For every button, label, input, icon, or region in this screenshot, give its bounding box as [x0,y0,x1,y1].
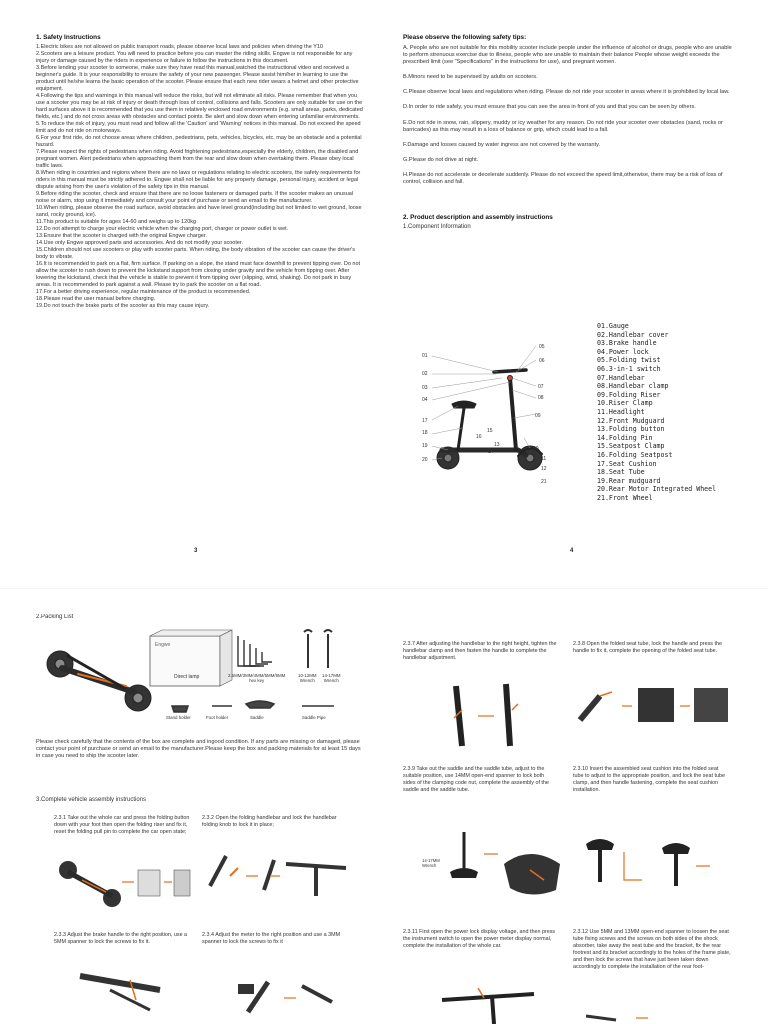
page-number-4: 4 [570,548,574,554]
component-legend-item: 13.Folding button [597,425,665,434]
component-legend-item: 12.Front Mudguard [597,416,665,425]
packing-note: Please check carefully that the contents of the box are complete and ingood condition. If any parts are missing or damaged, please contact your point of purchase or send an email to the manufacturer.Please keep the box and packing materials for at least 15 days in case you need to ship the scooter later. [36,739,361,760]
safety-instruction-item: 6.For your first ride, do not choose areas where children, pedestrians, pets, vehicles, bicycles, etc. may be an obstacle and a potential hazard. [36,135,362,148]
step-2-3-1-illustration [52,856,192,912]
component-legend-item: 07.Handlebar [597,373,645,382]
diagram-callout-label: 21 [541,479,547,485]
component-legend [597,322,762,502]
hex-key-label: 2.5MM/3MM/4MM/5MM/6MM hex key [228,673,286,684]
step-2-3-2-illustration [200,846,350,902]
component-legend-item: 05.Folding twist [597,356,661,365]
wrench-14-17-label: 14-17MM Wrench [322,673,341,684]
step-2-3-1: 2.3.1 Take out the whole car and press the folding button down with your foot then open the folding riser and fix it, reset the folding pull pin to complete the car open state; [54,815,190,835]
component-information-heading: 1.Component Information [403,224,471,231]
component-legend-item: 16.Folding Seatpost [597,450,673,459]
safety-instruction-item: 12.Do not attempt to charge your electric vehicle when the charging port, charger or power outlet is wet. [36,226,289,232]
diagram-callout-label: 19 [422,443,428,449]
product-description-title: 2. Product description and assembly instructions [403,214,553,222]
component-legend-item: 11.Headlight [597,407,645,416]
safety-instruction-item: 15.Children should not use scooters or play with scooter parts. When riding, the body vibration of the scooter can cause the driver's body to vibrate. [36,247,355,260]
foot-holder-label: Foot holder [206,715,229,720]
step-2-3-3-illustration [70,960,180,1020]
safety-instruction-item: 1.Electric bikes are not allowed on public transport roads, please observe local laws and policies when driving the Y10 [36,44,323,50]
direct-lamp-label: Direct lamp [174,674,200,680]
diagram-callout-label: 12 [541,466,547,472]
step-2-3-4: 2.3.4 Adjust the meter to the right position and use a 3MM spanner to lock the screws to fix it [202,932,341,945]
component-legend-item: 08.Handlebar clamp [597,382,669,391]
component-legend-item: 01.Gauge [597,322,629,330]
safety-instruction-item: 4.Following the tips and warnings in this manual will reduce the risks, but will not eliminate all risks. Please remember that when you use a scooter you may be at risk of injury or death through loss of control, collisions and falls. Scooters are only suitable for use on the hard surfaces above it is recommended that you use them in relatively enclosed road environments (e.g. small areas, parks, dedicated fields, etc.) and do not cross areas with obstacles and contact points. Be alert and slow down when entering unfamiliar environments. [36,93,363,120]
step-2-3-10: 2.3.10 Insert the assembled seat cushion into the folded seat tube to adjust to the appropriate position, and lock the seat tube clamp, and then handle fastening, complete the seat cushion installation. [573,766,725,793]
component-legend-item: 21.Front Wheel [597,493,653,502]
diagram-callout-label: 15 [487,428,493,434]
safety-instruction-item: 7.Please respect the rights of pedestrians when riding. Avoid frightening pedestrians,especially the elderly, children, the disabled and pregnant women. Alert pedestrians when approaching them from the rear and slow down when overtaking them. Please obey local traffic laws. [36,149,359,169]
page-number-3: 3 [194,548,198,554]
diagram-callout-label: 07 [538,384,544,390]
step-2-3-11: 2.3.11 First open the power lock display voltage, and then press the instrument switch to open the power meter display normal, complete the installation of the whole car. [403,929,556,949]
component-legend-item: 10.Riser Clamp [597,399,653,408]
step-2-3-10-illustration [576,822,736,892]
safety-tip-item: F.Damage and losses caused by water ingress are not covered by the warranty. [403,141,601,148]
step-2-3-9: 2.3.9 Take out the saddle and the saddle tube, adjust to the suitable position, use 14MM open-end spanner to lock both sides of the clamping code nut, complete the assembly of the saddle and the saddle tube. [403,766,549,793]
safety-instruction-item: 16.It is recommended to park on a flat, firm surface. If parking on a slope, the stand must face downhill to prevent tipping over. Do not allow the scooter to rush down to prevent the kickstand support from closing under gravity and the vehicle from tipping over. After lowering the kickstand, check that the vehicle is stable to prevent it from tipping over (slipping, wind, shaking). Do not park in busy areas. It is recommended to park against a wall. Please try to park the scooter on a flat road. [36,261,361,288]
diagram-callout-label: 05 [539,344,545,350]
safety-instructions-title: 1. Safety Instructions [36,34,101,41]
diagram-callout-label: 08 [538,395,544,401]
safety-instruction-item: 18.Please read the user manual before charging. [36,296,156,302]
saddle-label: Saddle [250,715,264,720]
diagram-callout-label: 13 [494,442,500,448]
step-2-3-12: 2.3.12 Use 5MM and 13MM open-end spanner to loosen the seat tube fixing screws and the screws on both sides of the shock absorber, take away the seat tube and the bracket, fix the rear footrest and its bracket accordingly to the holes of the frame plate, and then lock the screws that have just been taken down accordingly to complete the installation of the rear foot- [573,929,731,970]
component-legend-item: 20.Rear Motor Integrated Wheel [597,485,717,494]
component-legend-item: 03.Brake handle [597,339,657,348]
diagram-callout-label: 11 [541,456,547,462]
component-legend-item: 15.Seatpost Clamp [597,442,665,451]
wrench-label: 14-17MM Wrench [422,858,440,868]
diagram-callout-label: 10 [533,446,539,452]
diagram-callout-label: 18 [422,430,428,436]
diagram-callout-label: 06 [539,358,545,364]
safety-instruction-item: 19.Do not touch the brake parts of the scooter as this may cause injury. [36,303,210,309]
safety-tip-item: A. People who are not suitable for this mobility scooter include people under the influence of alcohol or drugs, people who are unable to perform strenuous exercise due to illness, people who are unable to maintain their balance People whose weight exceeds the prescribed limit (see "Specifications" in the instructions for use), and pregnant women. [403,45,732,66]
safety-instruction-item: 5.To reduce the risk of injury, you must read and follow all the 'Caution' and 'Warning' notices in this manual. Do not exceed the speed limit and do not ride on motorways. [36,121,361,134]
safety-instruction-item: 2.Scooters are a leisure product. You will need to practice before you can master the riding skills. Engwe is not responsible for any injury or damage caused by the riders in experience or failure to follow the instructions in this document. [36,51,353,64]
safety-instruction-item: 14.Use only Engwe approved parts and accessories. And do not modify your scooter. [36,240,243,246]
diagram-callout-label: 02 [422,371,428,377]
diagram-callout-label: 01 [422,353,428,359]
scooter-component-diagram [418,338,588,508]
safety-tip-item: D.In order to ride safely, you must ensure that you can see the area in front of you and that you can be seen by others. [403,104,696,111]
component-legend-item: 02.Handlebar cover [597,330,669,339]
safety-tip-item: E.Do not ride in snow, rain, slippery, muddy or icy weather for any reason. Do not ride your scooter over obstacles (sand, rocks or barricades) as this may result in a loss of balance or grip, which could lead to a fall. [403,119,723,133]
step-2-3-2: 2.3.2 Open the folding handlebar and lock the handlebar folding knob to lock it in place; [202,815,337,828]
box-label: Engwe [155,642,171,648]
safety-tips-list [403,45,733,186]
safety-instruction-item: 9.Before riding the scooter, check and ensure that there are no loose fasteners or damaged parts. If the scooter makes an unusual noise or alarm, stop using it immediately and consult your point of purchase or send an email to the manufacturer. [36,191,354,204]
diagram-callout-label: 14 [488,449,494,455]
step-2-3-12-illustration [576,1012,736,1024]
diagram-callout-label: 04 [422,397,428,403]
packing-list-title: 2.Packing List [36,614,74,620]
assembly-instructions-title: 3.Complete vehicle assembly instructions [36,797,147,803]
stand-holder-label: Stand holder [166,715,191,720]
safety-tip-item: H.Please do not accelerate or decelerate suddenly. Please do not exceed the speed limit,otherwise, there may be a risk of loss of control, collision and fall. [403,171,723,186]
safety-instruction-item: 17.For a better driving experience, regular maintenance of the product is recommended. [36,289,251,295]
safety-tip-item: B.Minors need to be supervised by adults on scooters. [403,74,538,81]
component-legend-item: 17.Seat Cushion [597,459,657,468]
component-legend-item: 04.Power lock [597,347,649,356]
safety-instruction-item: 11.This product is suitable for ages 14-60 and weighs up to 120kg [36,219,197,225]
diagram-callout-label: 03 [422,385,428,391]
safety-instruction-item: 3.Before lending your scooter to someone, make sure they have read this manual,watched the instructional video and received a beginner's guide. It is your responsibility to ensure the safety of your new passenger. Please assist him/her in learning to use the product until he/she learns the basic operation of the scooter. Please ensure that each new rider wears a helmet and other protective equipment. [36,65,359,92]
step-2-3-7-illustration [440,680,560,752]
step-2-3-4-illustration [228,972,338,1022]
diagram-callout-label: 16 [476,434,482,440]
safety-instruction-item: 8.When riding in countries and regions where there are no laws or regulations relating to electric scooters, the safety requirements for riders in this manual must be strictly adhered to. Engwe shall not be liable for any property damage, personal injury, accident or legal dispute arising from the user's violation of the safety tips in this manual. [36,170,361,190]
page-3 [36,34,366,564]
component-legend-item: 14.Folding Pin [597,433,653,442]
safety-instruction-item: 13.Ensure that the scooter is charged with the original Engwe charger. [36,233,207,239]
step-2-3-11-illustration [438,984,538,1024]
step-2-3-8-illustration [572,680,732,730]
safety-instruction-item: 10.When riding, please observe the road surface, avoid obstacles and have level ground(including but not limited to wet ground, loose sand, rocky ground, ice). [36,205,362,218]
page-divider [0,588,768,589]
step-2-3-3: 2.3.3 Adjust the brake handle to the right position, use a 5MM spanner to lock the screws to fix it. [54,932,188,945]
safety-tips-title: Please observe the following safety tips: [403,34,527,41]
component-legend-item: 19.Rear mudguard [597,476,661,485]
safety-tip-item: G.Please do not drive at night. [403,156,479,163]
step-2-3-7: 2.3.7 After adjusting the handlebar to the right height, tighten the handlebar clamp and then fasten the handle to complete the handlebar adjustment. [403,641,557,661]
component-legend-item: 18.Seat Tube [597,468,645,477]
saddle-pipe-label: Saddle Pipe [302,715,326,720]
step-2-3-9-illustration [420,824,570,902]
diagram-callout-label: 20 [422,457,428,463]
safety-tip-item: C.Please observe local laws and regulations when riding. Please do not ride your scooter in areas where it is prohibited by local law. [403,89,730,96]
step-2-3-8: 2.3.8 Open the folded seat tube, lock the handle and press the handle to fix it, complete the opening of the folded seat tube. [573,641,722,654]
diagram-callout-label: 09 [535,413,541,419]
safety-instruction-list [36,44,366,310]
component-legend-item: 06.3-in-1 switch [597,364,661,373]
component-legend-item: 09.Folding Riser [597,390,661,399]
diagram-callout-label: 17 [422,418,428,424]
wrench-10-12-label: 10-12MM Wrench [298,673,317,684]
